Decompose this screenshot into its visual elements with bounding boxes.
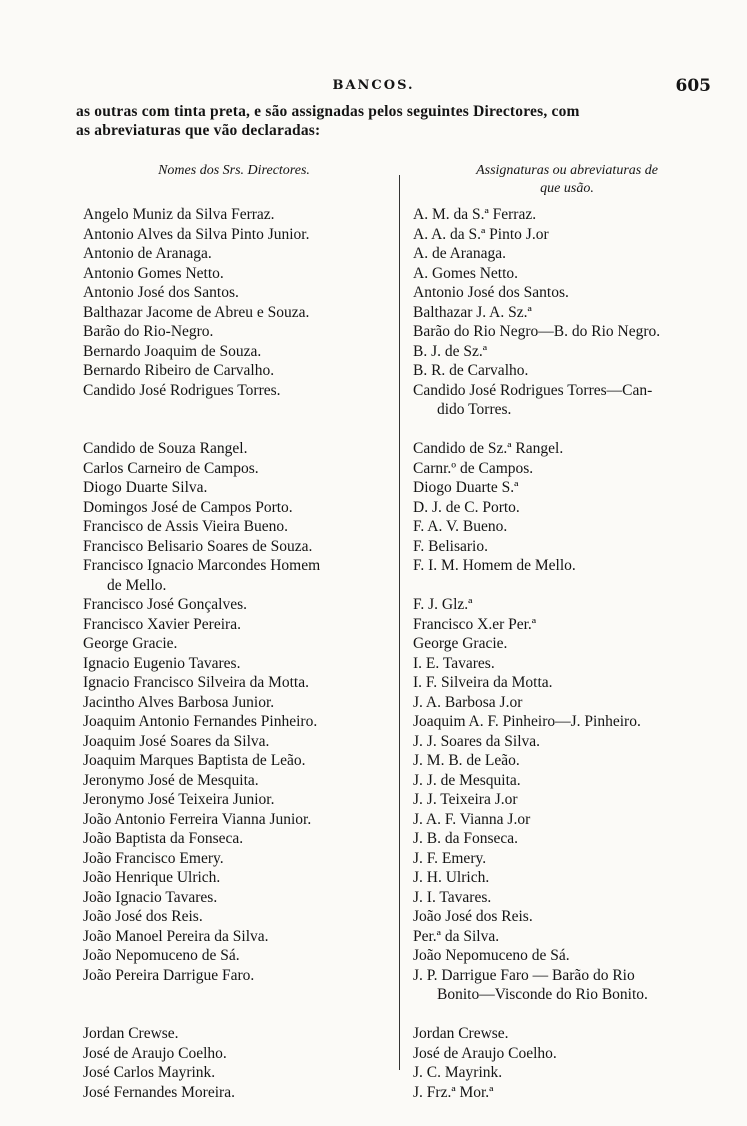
director-name-text: Joaquim Marques Baptista de Leão. <box>83 752 306 769</box>
director-signature-text: J. A. F. Vianna J.or <box>413 810 531 828</box>
director-name <box>83 244 395 264</box>
director-signature <box>413 654 723 674</box>
director-name-text: Jordan Crewse. <box>83 1025 179 1042</box>
director-name-text: Domingos José de Campos Porto. <box>83 498 293 516</box>
director-name <box>83 264 395 284</box>
signatures-column-heading <box>412 162 722 198</box>
director-signature-text: Diogo Duarte S.ª <box>413 479 519 496</box>
director-name <box>83 966 395 1005</box>
director-signature-text: José de Araujo Coelho. <box>413 1044 557 1062</box>
director-name <box>83 673 395 693</box>
director-signature-text: J. C. Mayrink. <box>413 1064 503 1081</box>
director-signature-continuation: Bonito—Visconde do Rio Bonito. <box>437 986 648 1003</box>
intro-paragraph <box>76 102 724 140</box>
page-number: 605 <box>675 76 711 96</box>
director-name <box>83 615 395 635</box>
signatures-heading-line: que usão. <box>540 181 594 196</box>
director-signature-text: Antonio José dos Santos. <box>413 284 569 301</box>
director-signature-text: Jordan Crewse. <box>413 1025 509 1042</box>
director-name <box>83 283 395 303</box>
director-name-text: João Antonio Ferreira Vianna Junior. <box>83 810 312 828</box>
director-name-continuation: de Mello. <box>107 576 167 594</box>
director-signature <box>413 1024 723 1044</box>
director-name-text: Ignacio Francisco Silveira da Motta. <box>83 674 309 691</box>
director-name-text: Francisco de Assis Vieira Bueno. <box>83 518 288 535</box>
director-signature-text: B. R. de Carvalho. <box>413 362 529 379</box>
director-signature-text: Carnr.º de Campos. <box>413 459 534 477</box>
director-name-text: Antonio de Aranaga. <box>83 245 212 262</box>
director-signature <box>413 673 723 693</box>
director-signature <box>413 595 723 615</box>
director-name <box>83 946 395 966</box>
director-name-text: Carlos Carneiro de Campos. <box>83 459 259 477</box>
director-name <box>83 478 395 498</box>
director-name <box>83 1044 395 1064</box>
director-name-text: Balthazar Jacome de Abreu e Souza. <box>83 303 310 321</box>
director-name-text: Antonio Alves da Silva Pinto Junior. <box>83 225 310 243</box>
director-signature <box>413 361 723 381</box>
director-signature <box>413 283 723 303</box>
director-name-text: Candido José Rodrigues Torres. <box>83 381 281 399</box>
director-signature <box>413 342 723 362</box>
director-signature <box>413 927 723 947</box>
director-signature-text: A. A. da S.ª Pinto J.or <box>413 225 549 243</box>
signatures-column <box>413 205 723 1102</box>
director-name <box>83 634 395 654</box>
director-signature <box>413 205 723 225</box>
director-name-text: João José dos Reis. <box>83 908 203 925</box>
director-signature-text: B. J. de Sz.ª <box>413 342 488 360</box>
director-name <box>83 654 395 674</box>
director-name <box>83 751 395 771</box>
director-name <box>83 790 395 810</box>
director-name <box>83 361 395 381</box>
director-signature <box>413 498 723 518</box>
director-signature-text: A. de Aranaga. <box>413 245 506 262</box>
director-name-text: Jacintho Alves Barbosa Junior. <box>83 693 275 711</box>
director-signature <box>413 907 723 927</box>
director-signature-text: Per.ª da Silva. <box>413 927 500 945</box>
director-signature-text: J. H. Ulrich. <box>413 869 490 886</box>
director-name <box>83 829 395 849</box>
director-name-text: Angelo Muniz da Silva Ferraz. <box>83 206 275 223</box>
director-signature-text: F. I. M. Homem de Mello. <box>413 557 576 574</box>
director-signature-text: Balthazar J. A. Sz.ª <box>413 303 532 321</box>
director-name-text: Joaquim Antonio Fernandes Pinheiro. <box>83 713 318 730</box>
director-signature-text: J. J. de Mesquita. <box>413 771 521 789</box>
director-signature <box>413 322 723 342</box>
running-title: BANCOS. <box>332 78 415 93</box>
director-signature-text: George Gracie. <box>413 635 508 652</box>
director-signature <box>413 478 723 498</box>
director-signature-text: J. Frz.ª Mor.ª <box>413 1083 494 1101</box>
director-signature-text: João José dos Reis. <box>413 908 533 925</box>
director-signature <box>413 810 723 830</box>
director-signature-text: J. B. da Fonseca. <box>413 830 519 847</box>
director-name-text: João Manoel Pereira da Silva. <box>83 927 269 945</box>
row-spacer <box>83 985 395 1005</box>
director-name-text: Francisco Belisario Soares de Souza. <box>83 537 313 555</box>
director-signature <box>413 1063 723 1083</box>
row-spacer <box>83 400 395 420</box>
director-signature-text: J. P. Darrigue Faro — Barão do Rio <box>413 966 635 984</box>
director-signature <box>413 946 723 966</box>
director-signature <box>413 751 723 771</box>
director-signature <box>413 1083 723 1103</box>
director-name-text: Francisco José Gonçalves. <box>83 596 247 613</box>
director-signature-text: Candido José Rodrigues Torres—Can- <box>413 381 653 399</box>
director-signature <box>413 615 723 635</box>
director-name <box>83 225 395 245</box>
director-signature <box>413 517 723 537</box>
director-signature-text: João Nepomuceno de Sá. <box>413 947 570 964</box>
director-name <box>83 1063 395 1083</box>
running-head <box>0 78 747 100</box>
director-signature <box>413 459 723 479</box>
director-name <box>83 498 395 518</box>
director-signature <box>413 1044 723 1064</box>
director-signature <box>413 966 723 1005</box>
director-signature-text: F. Belisario. <box>413 537 488 555</box>
director-name-text: Antonio Gomes Netto. <box>83 264 224 282</box>
director-name-text: José de Araujo Coelho. <box>83 1044 227 1062</box>
director-name-text: Ignacio Eugenio Tavares. <box>83 654 241 672</box>
director-signature <box>413 712 723 732</box>
director-signature-text: Candido de Sz.ª Rangel. <box>413 440 564 457</box>
director-name <box>83 732 395 752</box>
director-signature-text: I. E. Tavares. <box>413 654 495 672</box>
director-name <box>83 907 395 927</box>
director-name-text: Bernardo Ribeiro de Carvalho. <box>83 362 275 379</box>
director-name <box>83 517 395 537</box>
director-signature <box>413 537 723 557</box>
director-name <box>83 439 395 459</box>
director-signature <box>413 381 723 420</box>
director-name <box>83 771 395 791</box>
director-signature <box>413 264 723 284</box>
director-signature-text: F. A. V. Bueno. <box>413 518 508 535</box>
row-spacer <box>413 576 723 596</box>
director-name-text: João Baptista da Fonseca. <box>83 830 244 847</box>
director-signature-text: A. Gomes Netto. <box>413 264 519 282</box>
director-name <box>83 712 395 732</box>
director-name <box>83 888 395 908</box>
director-name-text: Francisco Ignacio Marcondes Homem <box>83 557 321 574</box>
column-divider <box>399 175 400 1070</box>
director-name-text: Joaquim José Soares da Silva. <box>83 732 270 750</box>
director-name <box>83 810 395 830</box>
director-name-text: João Henrique Ulrich. <box>83 869 221 886</box>
names-column-heading: Nomes dos Srs. Directores. <box>158 163 310 178</box>
director-name <box>83 342 395 362</box>
director-signature <box>413 225 723 245</box>
director-signature <box>413 693 723 713</box>
director-signature-text: D. J. de C. Porto. <box>413 498 520 516</box>
director-name-text: Barão do Rio-Negro. <box>83 323 214 340</box>
director-name <box>83 868 395 888</box>
director-name-text: Jeronymo José Teixeira Junior. <box>83 791 275 808</box>
director-name-text: João Nepomuceno de Sá. <box>83 947 240 964</box>
director-signature-text: J. J. Soares da Silva. <box>413 732 541 750</box>
director-name <box>83 303 395 323</box>
director-signature <box>413 868 723 888</box>
director-name <box>83 1024 395 1044</box>
director-name-text: Francisco Xavier Pereira. <box>83 615 241 633</box>
intro-line: as outras com tinta preta, e são assignadas pelos seguintes Directores, com <box>76 103 580 120</box>
director-name-text: Bernardo Joaquim de Souza. <box>83 342 262 360</box>
signatures-heading-line: Assignaturas ou abreviaturas de <box>476 163 658 178</box>
director-name-text: João Pereira Darrigue Faro. <box>83 966 255 984</box>
director-name <box>83 1083 395 1103</box>
director-signature-continuation: dido Torres. <box>437 401 512 418</box>
director-signature <box>413 888 723 908</box>
director-name-text: José Carlos Mayrink. <box>83 1064 216 1081</box>
director-signature <box>413 771 723 791</box>
director-name <box>83 556 395 595</box>
director-name-text: Candido de Souza Rangel. <box>83 440 248 457</box>
director-name <box>83 693 395 713</box>
director-name-text: Antonio José dos Santos. <box>83 284 239 301</box>
director-signature-text: F. J. Glz.ª <box>413 596 473 613</box>
director-signature <box>413 556 723 595</box>
director-name <box>83 205 395 225</box>
director-signature <box>413 634 723 654</box>
director-signature-text: J. J. Teixeira J.or <box>413 791 518 808</box>
director-name <box>83 537 395 557</box>
director-name <box>83 927 395 947</box>
director-signature <box>413 732 723 752</box>
director-signature-text: Francisco X.er Per.ª <box>413 615 537 633</box>
director-signature-text: Joaquim A. F. Pinheiro—J. Pinheiro. <box>413 713 641 730</box>
director-signature <box>413 829 723 849</box>
director-signature-text: A. M. da S.ª Ferraz. <box>413 206 537 223</box>
intro-line: as abreviaturas que vão declaradas: <box>76 122 321 139</box>
director-signature-text: I. F. Silveira da Motta. <box>413 674 553 691</box>
director-signature-text: J. F. Emery. <box>413 849 487 867</box>
director-name-text: Jeronymo José de Mesquita. <box>83 771 259 789</box>
director-signature <box>413 244 723 264</box>
director-name-text: João Ignacio Tavares. <box>83 888 218 906</box>
director-name-text: José Fernandes Moreira. <box>83 1083 235 1101</box>
director-signature-text: J. I. Tavares. <box>413 888 492 906</box>
director-name <box>83 595 395 615</box>
director-name-text: Diogo Duarte Silva. <box>83 479 208 496</box>
names-column <box>83 205 395 1102</box>
director-name-text: João Francisco Emery. <box>83 849 224 867</box>
director-signature <box>413 790 723 810</box>
director-signature-text: J. A. Barbosa J.or <box>413 693 523 711</box>
director-name <box>83 381 395 420</box>
director-signature-text: J. M. B. de Leão. <box>413 752 520 769</box>
director-signature-text: Barão do Rio Negro—B. do Rio Negro. <box>413 323 661 340</box>
director-name <box>83 459 395 479</box>
director-signature <box>413 303 723 323</box>
director-name <box>83 322 395 342</box>
director-signature <box>413 849 723 869</box>
director-name <box>83 849 395 869</box>
director-name-text: George Gracie. <box>83 635 178 652</box>
director-signature <box>413 439 723 459</box>
